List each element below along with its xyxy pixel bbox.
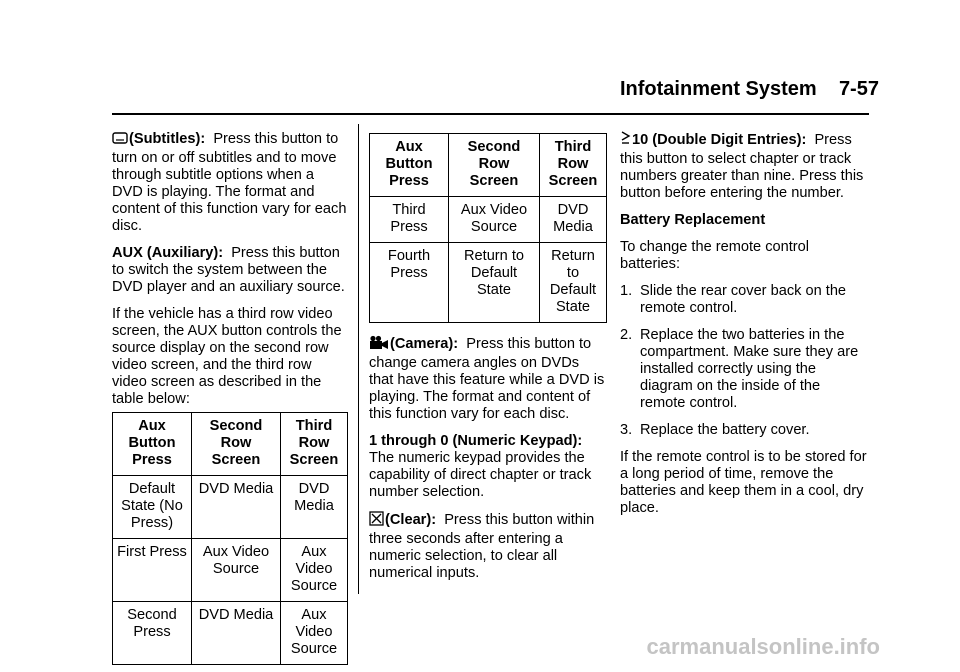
table-cell: Return to Default State — [449, 243, 540, 323]
third-row-paragraph: If the vehicle has a third row video screen, the AUX button controls the source display on the second row video screen, and the third row video screen as described in the table below: — [112, 306, 342, 407]
step-text: Slide the rear cover back on the remote control. — [640, 283, 847, 316]
battery-steps — [620, 283, 869, 439]
table-cell: DVD Media — [192, 602, 281, 665]
greater-equal-icon — [620, 131, 631, 151]
page-header — [620, 78, 879, 101]
table-cell: DVD Media — [281, 476, 348, 539]
table-header-cell: Aux Button Press — [370, 134, 449, 197]
clear-label: (Clear): — [385, 512, 437, 528]
table-header-row — [113, 413, 348, 476]
table-cell: First Press — [113, 539, 192, 602]
table-header-cell: Third Row Screen — [540, 134, 607, 197]
double-digit-label: 10 (Double Digit Entries): — [632, 132, 807, 148]
table-header-cell: Second Row Screen — [449, 134, 540, 197]
step-number: 1. — [620, 283, 633, 299]
table-row — [370, 243, 607, 323]
subtitles-text: Press this button to turn on or off subtitles and to move through subtitle options when a DVD is playing. The format and content of this function vary for each disc. — [112, 131, 347, 234]
double-digit-paragraph — [620, 131, 869, 202]
header-rule — [112, 113, 869, 115]
column-3 — [620, 131, 869, 527]
table-cell: Aux Video Source — [281, 602, 348, 665]
camera-icon — [369, 335, 389, 355]
column-2 — [369, 133, 607, 592]
storage-paragraph: If the remote control is to be stored for a long period of time, remove the batteries and keep them in a cool, dry place. — [620, 449, 867, 516]
table-row — [113, 602, 348, 665]
list-item — [620, 422, 869, 439]
table-row — [113, 476, 348, 539]
step-text: Replace the battery cover. — [640, 422, 810, 438]
step-text: Replace the two batteries in the compartment. Make sure they are installed correctly using the diagram on the inside of the remote control. — [640, 327, 859, 411]
subtitles-icon — [112, 132, 128, 150]
list-item — [620, 283, 869, 317]
step-number: 3. — [620, 422, 633, 438]
aux-table-part1 — [112, 412, 348, 665]
clear-text: Press this button within three seconds after entering a numeric selection, to clear all numerical inputs. — [369, 512, 595, 581]
table-header-cell: Aux Button Press — [113, 413, 192, 476]
camera-paragraph — [369, 335, 607, 423]
aux-table-part2 — [369, 133, 607, 323]
table-cell: Aux Video Source — [449, 197, 540, 243]
table-header-cell: Third Row Screen — [281, 413, 348, 476]
table-cell: Second Press — [113, 602, 192, 665]
table-cell: Aux Video Source — [192, 539, 281, 602]
step-number: 2. — [620, 327, 633, 343]
column-divider — [358, 124, 359, 594]
aux-text: Press this button to switch the system between the DVD player and an auxiliary source. — [112, 245, 345, 295]
page-number: 7-57 — [838, 78, 879, 100]
clear-paragraph — [369, 511, 607, 582]
table-row — [113, 539, 348, 602]
table-header-cell: Second Row Screen — [192, 413, 281, 476]
table-cell: Return to Default State — [540, 243, 607, 323]
table-cell: Aux Video Source — [281, 539, 348, 602]
aux-label: AUX (Auxiliary): — [112, 245, 224, 261]
list-item — [620, 327, 869, 412]
section-title: Infotainment System — [620, 78, 817, 100]
table-row — [370, 197, 607, 243]
subtitles-paragraph — [112, 131, 348, 235]
table-cell: Fourth Press — [370, 243, 449, 323]
table-header-row — [370, 134, 607, 197]
column-1 — [112, 131, 348, 665]
battery-intro: To change the remote control batteries: — [620, 239, 810, 272]
watermark: carmanualsonline.info — [646, 634, 880, 659]
table-cell: Third Press — [370, 197, 449, 243]
table-cell: DVD Media — [540, 197, 607, 243]
camera-label: (Camera): — [390, 336, 459, 352]
battery-heading-text: Battery Replacement — [620, 212, 766, 228]
subtitles-label: (Subtitles): — [129, 131, 206, 147]
table-cell: Default State (No Press) — [113, 476, 192, 539]
keypad-text: The numeric keypad provides the capability of direct chapter or track number selection. — [369, 450, 592, 500]
keypad-paragraph — [369, 433, 607, 501]
table-cell: DVD Media — [192, 476, 281, 539]
keypad-label: 1 through 0 (Numeric Keypad): — [369, 433, 583, 449]
clear-icon — [369, 511, 384, 531]
battery-heading — [620, 212, 869, 229]
aux-paragraph — [112, 245, 348, 296]
camera-text: Press this button to change camera angles on DVDs that have this feature while a DVD is playing. The format and content of this function vary for each disc. — [369, 336, 605, 422]
double-digit-text: Press this button to select chapter or track numbers greater than nine. Press this button before entering the number. — [620, 132, 864, 201]
